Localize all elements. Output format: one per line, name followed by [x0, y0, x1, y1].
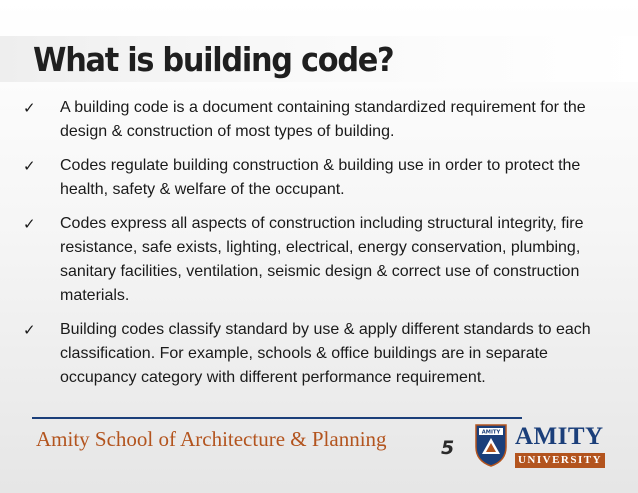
checkmark-icon: ✓ [23, 321, 36, 339]
crest-icon [474, 423, 508, 467]
page-number: 5 [441, 437, 455, 459]
checkmark-icon: ✓ [23, 99, 36, 117]
amity-university-logo [474, 423, 610, 469]
checkmark-icon: ✓ [23, 157, 36, 175]
bullet-item [20, 318, 620, 390]
checkmark-icon: ✓ [23, 215, 36, 233]
slide-title: What is building code? [33, 40, 394, 79]
bullet-text: Codes express all aspects of construction including structural integrity, fire resistance, safe exists, lighting, electrical, energy conservation, plumbing, sanitary facilities, ventilation, seismic design & correct use of construction materials. [60, 215, 584, 304]
bullet-text: Codes regulate building construction & building use in order to protect the health, safety & welfare of the occupant. [60, 157, 581, 198]
bullet-text: A building code is a document containing standardized requirement for the design & construction of most types of building. [60, 99, 586, 140]
footer-divider [32, 417, 522, 419]
logo-name: AMITY [515, 423, 604, 450]
logo-subtitle: UNIVERSITY [515, 453, 605, 468]
bullet-item [20, 96, 620, 144]
bullet-text: Building codes classify standard by use & apply different standards to each classification. For example, schools & office buildings are in separate occupancy category with different performance requirement. [60, 321, 591, 386]
bullet-item [20, 154, 620, 202]
footer-institution: Amity School of Architecture & Planning [36, 427, 387, 451]
bullet-item [20, 212, 620, 308]
crest-label: AMITY [481, 429, 501, 436]
bullet-list [20, 96, 620, 400]
